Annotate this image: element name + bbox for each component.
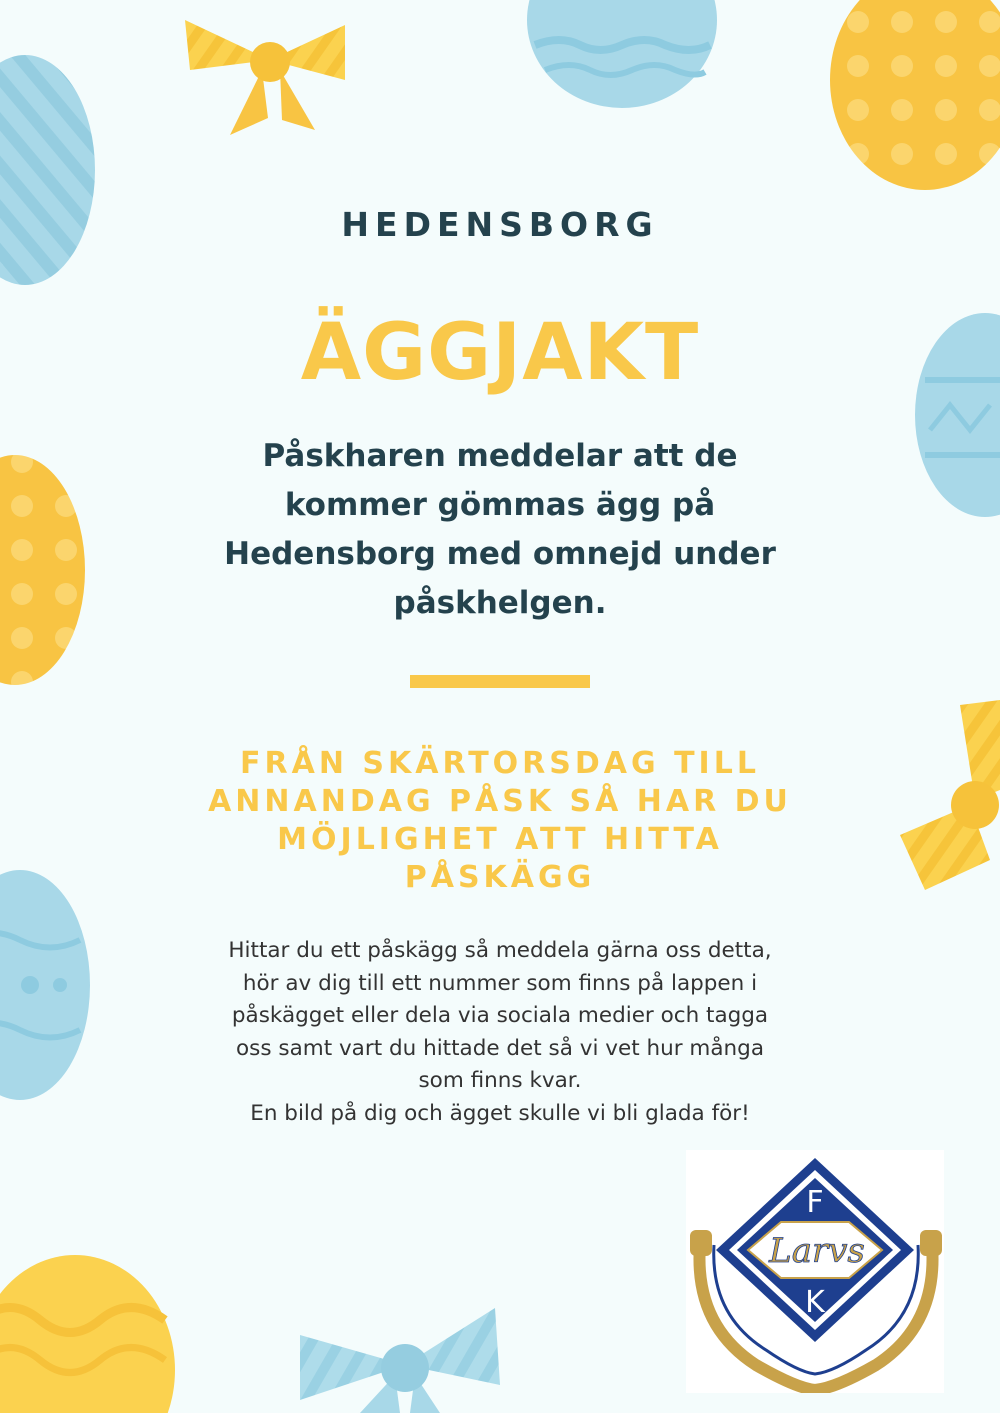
body-paragraph: Hittar du ett påskägg så meddela gärna oss detta, hör av dig till ett nummer som finns på lappen i påskägget eller dela via sociala medier och tagga oss samt vart du hittade det så vi vet hur många som finns kvar. bbox=[228, 938, 772, 1093]
club-emblem-icon bbox=[686, 1150, 944, 1393]
yellow-egg-top-right-icon bbox=[830, 0, 1000, 190]
poster-kicker: HEDENSBORG bbox=[341, 205, 659, 244]
poster-subheading: FRÅN SKÄRTORSDAG TILL ANNANDAG PÅSK SÅ HAR DU MÖJLIGHET ATT HITTA PÅSKÄGG bbox=[208, 746, 792, 895]
yellow-egg-bottom-left-icon bbox=[0, 1255, 175, 1413]
yellow-bow-right-icon bbox=[900, 700, 1000, 890]
poster-lead: Påskharen meddelar att de kommer gömmas ägg på Hedensborg med omnejd under påskhelgen. bbox=[224, 438, 776, 621]
yellow-bow-top-icon bbox=[185, 20, 345, 135]
blue-egg-left-icon bbox=[0, 55, 95, 285]
club-logo bbox=[686, 1150, 944, 1393]
logo-middle-text: Larvs bbox=[769, 1231, 865, 1271]
blue-egg-top-icon bbox=[527, 0, 717, 108]
poster-title: ÄGGJAKT bbox=[300, 308, 700, 398]
logo-top-letter: F bbox=[806, 1185, 824, 1220]
yellow-egg-left-icon bbox=[0, 455, 85, 685]
body-paragraph: En bild på dig och ägget skulle vi bli glada för! bbox=[250, 1100, 750, 1126]
blue-bow-bottom-icon bbox=[300, 1308, 500, 1413]
logo-bottom-letter: K bbox=[805, 1285, 825, 1320]
poster-body bbox=[215, 935, 785, 1130]
blue-egg-lower-left-icon bbox=[0, 870, 90, 1100]
divider bbox=[410, 675, 590, 688]
